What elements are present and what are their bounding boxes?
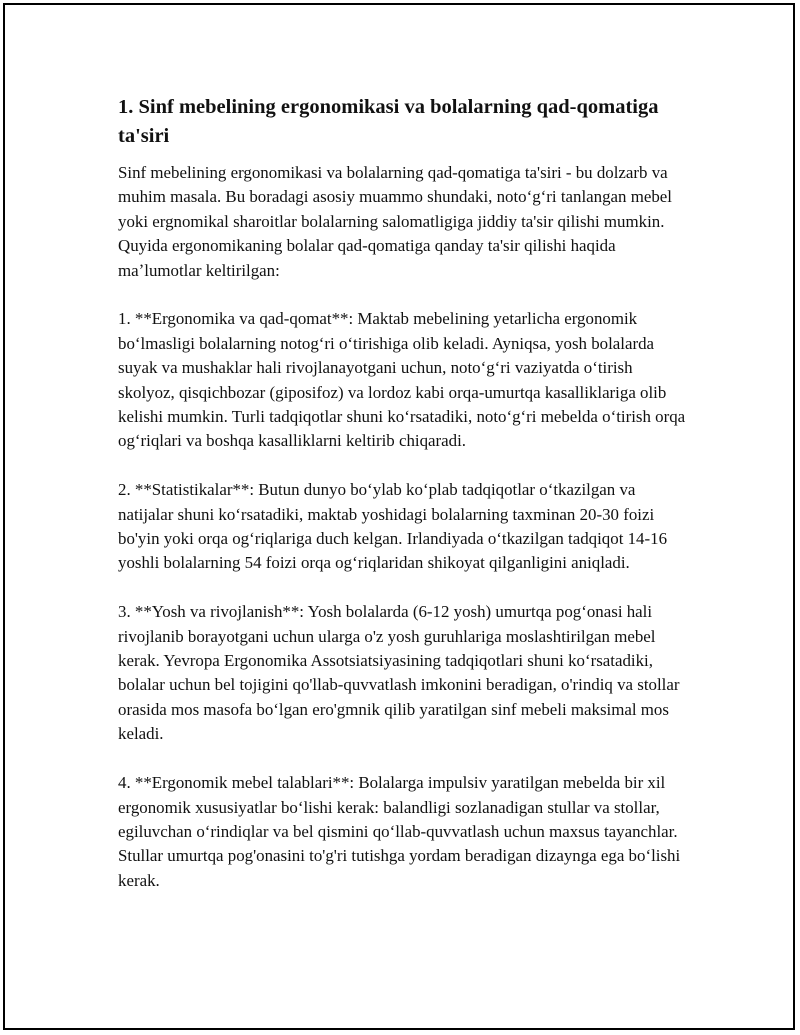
intro-paragraph: Sinf mebelining ergonomikasi va bolalarning qad-qomatiga ta'siri - bu dolzarb va muhim masala. Bu boradagi asosiy muammo shundaki, notoʻgʻri tanlangan mebel yoki ergnomikal sharoitlar bolalarning salomatligiga jiddiy ta'sir qilishi mumkin. Quyida ergonomikaning bolalar qad-qomatiga qanday ta'sir qilishi haqida maʼlumotlar keltirilgan:: [118, 163, 672, 280]
paragraph-age-development: 3. **Yosh va rivojlanish**: Yosh bolalarda (6-12 yosh) umurtqa pogʻonasi hali rivojlanib borayotgani uchun ularga o'z yosh guruhlariga moslashtirilgan mebel kerak. Yevropa Ergonomika Assotsiatsiyasining tadqiqotlari shuni koʻrsatadiki, bolalar uchun bel tojigini qo'llab-quvvatlash imkonini beradigan, o'rindiq va stollar orasida mos masofa boʻlgan ero'gmnik qilib yaratilgan sinf mebeli maksimal mos keladi.: [118, 602, 680, 744]
document-title: 1. Sinf mebelining ergonomikasi va bolalarning qad-qomatiga ta'siri: [118, 96, 659, 147]
paragraph-ergonomics-posture: 1. **Ergonomika va qad-qomat**: Maktab mebelining yetarlicha ergonomik boʻlmasligi bolalarning notogʻri oʻtirishiga olib keladi. Ayniqsa, yosh bolalarda suyak va mushaklar hali rivojlanayotgani uchun, notoʻgʻri vaziyatda oʻtirish skolyoz, qisqichbozar (giposifoz) va lordoz kabi orqa-umurtqa kasalliklariga olib kelishi mumkin. Turli tadqiqotlar shuni koʻrsatadiki, notoʻgʻri mebelda oʻtirish orqa ogʻriqlari va boshqa kasalliklarni keltirib chiqaradi.: [118, 309, 686, 451]
document-body: [118, 93, 688, 918]
paragraph-statistics: 2. **Statistikalar**: Butun dunyo boʻylab koʻplab tadqiqotlar oʻtkazilgan va natijalar shuni koʻrsatadiki, maktab yoshidagi bolalarning taxminan 20-30 foizi bo'yin yoki orqa ogʻriqlariga duch kelgan. Irlandiyada oʻtkazilgan tadqiqot 14-16 yoshli bolalarning 54 foizi orqa ogʻriqlaridan shikoyat qilganligini aniqladi.: [118, 480, 668, 573]
paragraph-furniture-requirements: 4. **Ergonomik mebel talablari**: Bolalarga impulsiv yaratilgan mebelda bir xil ergonomik xususiyatlar boʻlishi kerak: balandligi sozlanadigan stullar va stollar, egiluvchan oʻrindiqlar va bel qismini qoʻllab-quvvatlash uchun maxsus tayanchlar. Stullar umurtqa pog'onasini to'g'ri tutishga yordam beradigan dizaynga ega boʻlishi kerak.: [118, 773, 681, 890]
